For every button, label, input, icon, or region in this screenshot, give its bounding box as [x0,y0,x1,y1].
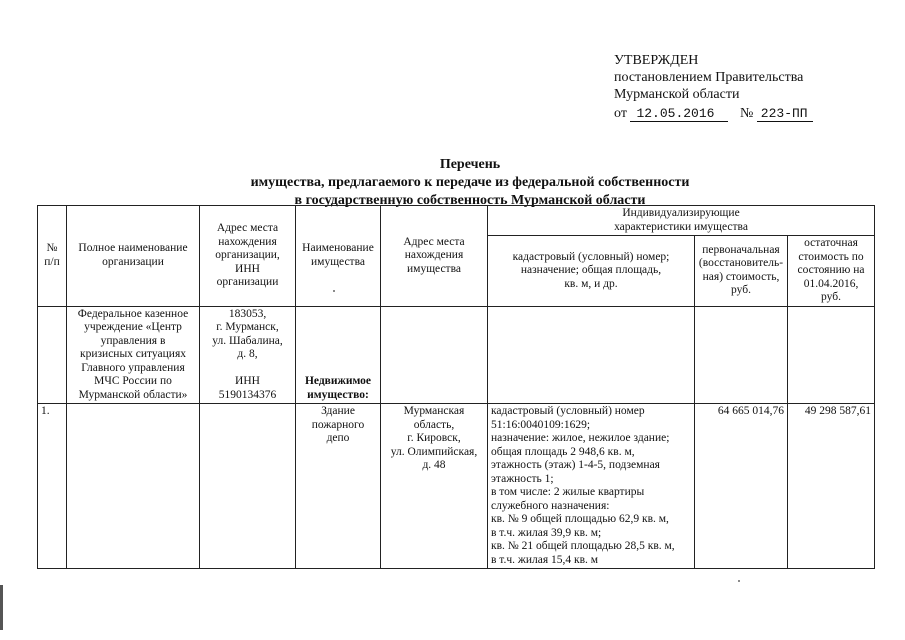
header-org-address: Адрес места нахождения организации, ИНН организации [200,206,296,307]
date-prefix: от [614,106,627,121]
approval-region: Мурманской области [614,87,740,102]
header-residual-cost: остаточная стоимость по состоянию на 01.04.2016, руб. [788,236,875,307]
property-table [37,205,875,569]
organization-row [38,306,875,404]
org-row-empty-4 [788,306,875,404]
row-property-address: Мурманская область, г. Кировск, ул. Олимпийская, д. 48 [381,404,488,569]
approval-date: 12.05.2016 [630,107,728,122]
row-cadastral: кадастровый (условный) номер 51:16:0040109:1629; назначение: жилое, нежилое здание; общая площадь 2 948,6 кв. м, этажность (этаж) 1-4-5, подземная этажность 1; в том числе: 2 жилые квартиры служебного назначения: кв. № 9 общей площадью 62,9 кв. м, в т.ч. жилая 39,9 кв. м; кв. № 21 общей площадью 28,5 кв. м, в т.ч. жилая 15,4 кв. м [488,404,695,569]
scan-speck [333,290,335,292]
approval-authority: постановлением Правительства [614,70,804,85]
scan-edge-mark [0,585,3,630]
approval-date-line [614,105,884,122]
approval-block [614,52,884,122]
header-property-name: Наименование имущества [296,206,381,307]
org-row-num [38,306,67,404]
row-residual-cost: 49 298 587,61 [788,404,875,569]
org-row-empty-3 [695,306,788,404]
document-subtitle-line1: имущества, предлагаемого к передаче из федеральной собственности [250,175,690,190]
header-num: № п/п [38,206,67,307]
header-initial-cost: первоначальная (восстановитель- ная) стоимость, руб. [695,236,788,307]
row-initial-cost: 64 665 014,76 [695,404,788,569]
row-property-name: Здание пожарного депо [296,404,381,569]
table-header-row [38,206,875,236]
header-individual-characteristics: Индивидуализирующие характеристики имущества [488,206,875,236]
document-title: Перечень [439,157,501,172]
header-org-name: Полное наименование организации [67,206,200,307]
document-subtitle-line2: в государственную собственность Мурманской области [294,193,646,208]
table-row [38,404,875,569]
org-row-empty-2 [488,306,695,404]
approval-heading: УТВЕРЖДЕН [614,53,699,68]
scan-speck [738,580,740,582]
row-num: 1. [38,404,67,569]
header-property-address: Адрес места нахождения имущества [381,206,488,307]
header-cadastral: кадастровый (условный) номер; назначение; общая площадь, кв. м, и др. [488,236,695,307]
org-name: Федеральное казенное учреждение «Центр управления в кризисных ситуациях Главного управления МЧС России по Мурманской области» [67,306,200,404]
row-org-name-empty [67,404,200,569]
approval-number: 223-ПП [757,107,813,122]
org-address: 183053, г. Мурманск, ул. Шабалина, д. 8, ИНН 5190134376 [200,306,296,404]
number-prefix: № [739,106,754,121]
org-row-empty-1 [381,306,488,404]
property-type-label: Недвижимое имущество: [296,306,381,404]
row-org-address-empty [200,404,296,569]
